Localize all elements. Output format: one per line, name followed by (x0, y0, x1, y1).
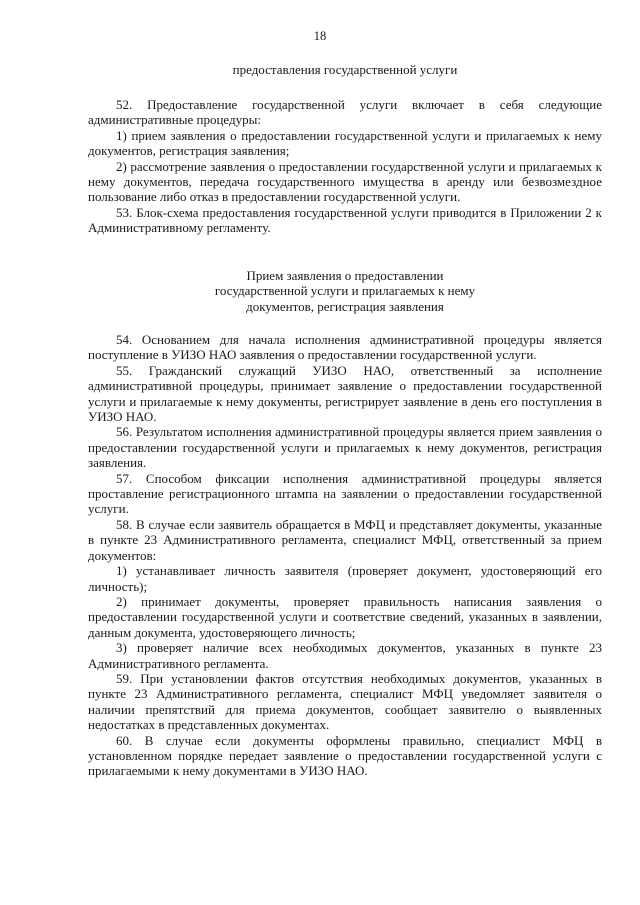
section-heading (88, 268, 602, 314)
paragraph-55: 55. Гражданский служащий УИЗО НАО, ответственный за исполнение административной процедуры, принимает заявление о предоставлении государственной услуги и прилагаемые к нему документы, регистрирует заявление в день его поступления в УИЗО НАО. (88, 362, 602, 425)
paragraph-58-item-1: 1) устанавливает личность заявителя (проверяет документ, удостоверяющий его личность); (88, 563, 602, 594)
paragraph-58: 58. В случае если заявитель обращается в МФЦ и представляет документы, указанные в пункте 23 Административного регламента, специалист МФЦ, ответственный за прием документов: (88, 516, 602, 563)
paragraph-53: 53. Блок-схема предоставления государственной услуги приводится в Приложении 2 к Административному регламенту. (88, 204, 602, 236)
paragraph-57: 57. Способом фиксации исполнения административной процедуры является проставление регистрационного штампа на заявлении о предоставлении государственной услуги. (88, 470, 602, 517)
section-heading-line-2: государственной услуги и прилагаемых к нему (214, 283, 476, 299)
section-heading-line-3: документов, регистрация заявления (246, 298, 444, 314)
continued-heading-line: предоставления государственной услуги (232, 62, 458, 77)
paragraph-58-item-2: 2) принимает документы, проверяет правильность написания заявления о предоставлении государственной услуги и соответствие сведений, указанных в заявлении, данным документа, удостоверяющего личность; (88, 593, 602, 640)
section-procedures-list (88, 97, 602, 236)
paragraph-54: 54. Основанием для начала исполнения административной процедуры является поступление в УИЗО НАО заявления о предоставлении государственной услуги. (88, 332, 602, 363)
paragraph-52-item-1: 1) прием заявления о предоставлении государственной услуги и прилагаемых к нему документов, регистрация заявления; (88, 127, 602, 159)
paragraph-58-item-3: 3) проверяет наличие всех необходимых документов, указанных в пункте 23 Административного регламента. (88, 640, 602, 671)
paragraph-60: 60. В случае если документы оформлены правильно, специалист МФЦ в установленном порядке передает заявление о предоставлении государственной услуги с прилагаемыми к нему документами в УИЗО НАО. (88, 732, 602, 779)
paragraph-52-item-2: 2) рассмотрение заявления о предоставлении государственной услуги и прилагаемых к нему документов, передача государственного имущества в аренду или безвозмездное пользование либо отказ в предоставлении государственной услуги. (88, 158, 602, 205)
section-application-intake (88, 332, 602, 779)
paragraph-59: 59. При установлении фактов отсутствия необходимых документов, указанных в пункте 23 Административного регламента, специалист МФЦ уведомляет заявителя о наличии препятствий для приема документов, сообщает заявителю о выявленных недостатках в представленных документах. (88, 670, 602, 733)
page-number: 18 (313, 29, 327, 43)
paragraph-52: 52. Предоставление государственной услуги включает в себя следующие административные процедуры: (88, 97, 602, 128)
paragraph-56: 56. Результатом исполнения административной процедуры является прием заявления о предоставлении государственной услуги и прилагаемых к нему документов, регистрация заявления. (88, 424, 602, 471)
section-heading-line-1: Прием заявления о предоставлении (246, 268, 444, 283)
